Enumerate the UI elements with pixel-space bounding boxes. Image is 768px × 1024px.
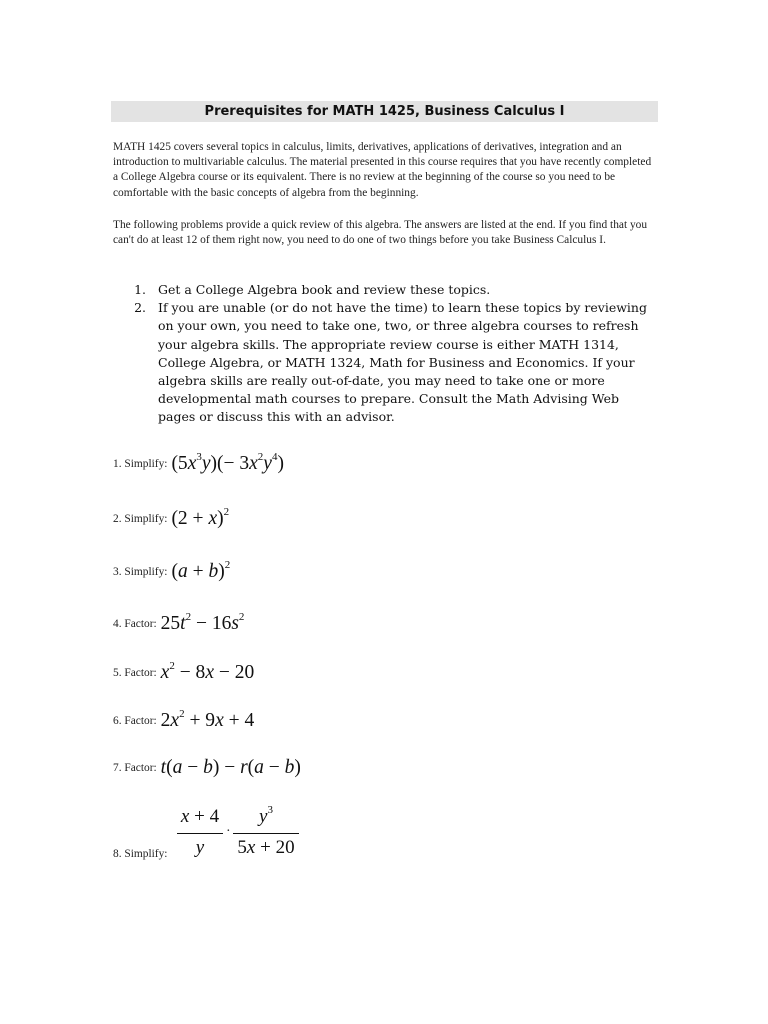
intro-paragraph: MATH 1425 covers several topics in calculus, limits, derivatives, applications of derivatives, integration and an introduction to multivariable calculus. The material presented in this course requires that you have recently completed a College Algebra course or its equivalent. There is no review at the beginning of the course so you need to be comfortable with the basic concepts of algebra from the beginning. <box>113 141 652 199</box>
option-text: If you are unable (or do not have the time) to learn these topics by reviewing on your own, you need to take one, two, or three algebra courses to refresh your algebra skills. The appropriate review course is either MATH 1314, College Algebra, or MATH 1324, Math for Business and Economics. If your algebra skills are really out-of-date, you may need to take one or more developmental math courses to prepare. Consult the Math Advising Web pages or discuss this with an advisor. <box>158 300 647 425</box>
problem-expression: $(2 + x)^2$ <box>171 506 230 529</box>
problem-6 <box>113 705 255 731</box>
problem-label: 5. Factor: <box>113 667 157 679</box>
problem-label: 3. Simplify: <box>113 566 168 578</box>
problem-1 <box>113 448 284 474</box>
option-text: Get a College Algebra book and review these topics. <box>158 282 491 297</box>
problem-5 <box>113 657 255 683</box>
problem-8 <box>113 848 167 860</box>
option-item <box>113 299 658 426</box>
fraction-denominator: 5x + 20 <box>237 837 295 858</box>
problem-label: 6. Factor: <box>113 715 157 727</box>
instructions-paragraph: The following problems provide a quick review of this algebra. The answers are listed at the end. If you find that you can't do at least 12 of them right now, you need to do one of two things before you take Business Calculus I. <box>113 219 648 247</box>
problem-label: 7. Factor: <box>113 762 157 774</box>
option-number: 1. <box>134 282 146 297</box>
problem-expression: t(a − b) − r(a − b) <box>160 757 301 778</box>
problem-expression <box>175 806 305 866</box>
problem-2 <box>113 503 230 529</box>
problem-expression: $2x^2 + 9x + 4$ <box>160 708 255 731</box>
page-title: Prerequisites for MATH 1425, Business Calculus I <box>111 101 658 122</box>
fraction-bar <box>233 833 299 834</box>
option-number: 2. <box>134 300 146 316</box>
problem-expression: $(5x^3y)(- 3x^2y^4)$ <box>171 451 284 474</box>
fraction-bar <box>177 833 223 834</box>
fraction-denominator: y <box>195 837 205 858</box>
problem-label: 8. Simplify: <box>113 848 168 860</box>
problem-4 <box>113 608 245 634</box>
problem-3 <box>113 556 231 582</box>
problem-7 <box>113 752 301 778</box>
fraction-numerator: $y^3$ <box>259 804 273 827</box>
problem-label: 2. Simplify: <box>113 513 168 525</box>
multiply-dot: · <box>226 824 231 839</box>
problem-expression: $25t^2 - 16s^2$ <box>160 611 245 634</box>
fraction-numerator: x + 4 <box>180 806 220 827</box>
problem-label: 1. Simplify: <box>113 458 168 470</box>
options-list <box>113 281 658 427</box>
option-item <box>113 281 658 299</box>
problem-expression: $(a + b)^2$ <box>171 559 231 582</box>
problem-label: 4. Factor: <box>113 618 157 630</box>
problem-expression: $x^2 - 8x - 20$ <box>160 660 255 683</box>
